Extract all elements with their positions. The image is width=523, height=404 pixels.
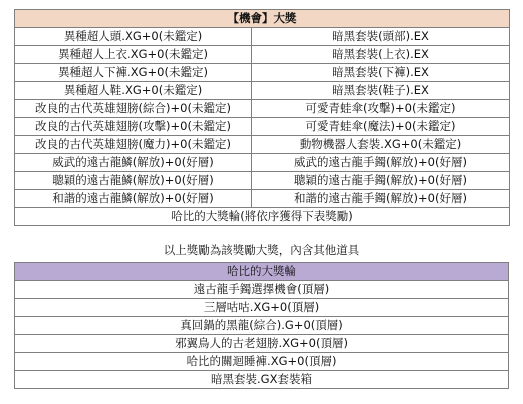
wheel-prize-cell: 暗黑套裝.GX套裝箱: [15, 371, 509, 389]
prize-cell: 聰穎的遠古龍手鐲(解放)+0(好層): [252, 172, 510, 190]
grand-prize-footer: 哈比的大獎輪(將依序獲得下表獎勵): [15, 208, 510, 226]
prize-cell: 威武的遠古龍手鐲(解放)+0(好層): [252, 154, 510, 172]
table-row: [15, 118, 510, 136]
wheel-prize-cell: 哈比的關迴睡褲.XG+0(頂層): [15, 353, 509, 371]
table-row: [15, 208, 510, 226]
table-row: [15, 335, 509, 353]
wheel-prize-cell: 遠古龍手鐲選擇機會(頂層): [15, 281, 509, 299]
prize-cell: 改良的古代英雄翅膀(綜合)+0(未鑑定): [15, 100, 252, 118]
grand-prize-header-row: [15, 10, 510, 28]
prize-cell: 可愛青蛙傘(攻擊)+0(未鑑定): [252, 100, 510, 118]
prize-cell: 暗黑套裝(鞋子).EX: [252, 82, 510, 100]
wheel-prize-cell: 邪翼鳥人的古老翅膀.XG+0(頂層): [15, 335, 509, 353]
wheel-prize-cell: 真回鍋的黑龍(綜合).G+0(頂層): [15, 317, 509, 335]
prize-cell: 威武的遠古龍鱗(解放)+0(好層): [15, 154, 252, 172]
prize-cell: 暗黑套裝(下褲).EX: [252, 64, 510, 82]
table-row: [15, 299, 509, 317]
prize-cell: 改良的古代英雄翅膀(魔力)+0(未鑑定): [15, 136, 252, 154]
prize-cell: 和諧的遠古龍鱗(解放)+0(好層): [15, 190, 252, 208]
prize-cell: 異種超人頭.XG+0(未鑑定): [15, 28, 252, 46]
harby-wheel-header-row: [15, 263, 509, 281]
table-row: [15, 317, 509, 335]
table-row: [15, 154, 510, 172]
prize-cell: 聰穎的遠古龍鱗(解放)+0(好層): [15, 172, 252, 190]
table-row: [15, 64, 510, 82]
grand-prize-table: [14, 9, 510, 226]
prize-cell: 暗黑套裝(上衣).EX: [252, 46, 510, 64]
table-row: [15, 371, 509, 389]
table-row: [15, 172, 510, 190]
prize-cell: 改良的古代英雄翅膀(攻擊)+0(未鑑定): [15, 118, 252, 136]
table-row: [15, 136, 510, 154]
prize-cell: 異種超人上衣.XG+0(未鑑定): [15, 46, 252, 64]
table-row: [15, 82, 510, 100]
prize-cell: 異種超人鞋.XG+0(未鑑定): [15, 82, 252, 100]
harby-wheel-title: 哈比的大獎輪: [15, 263, 509, 281]
table-row: [15, 28, 510, 46]
table-row: [15, 353, 509, 371]
prize-cell: 和諧的遠古龍手鐲(解放)+0(好層): [252, 190, 510, 208]
table-row: [15, 100, 510, 118]
grand-prize-title: 【機會】大獎: [15, 10, 510, 28]
table-row: [15, 46, 510, 64]
table-row: [15, 190, 510, 208]
wheel-prize-cell: 三層咕咕.XG+0(頂層): [15, 299, 509, 317]
prize-cell: 異種超人下褲.XG+0(未鑑定): [15, 64, 252, 82]
prize-cell: 暗黑套裝(頭部).EX: [252, 28, 510, 46]
table-row: [15, 281, 509, 299]
grand-prize-note: 以上獎勵為該獎勵大獎，內含其他道具: [163, 243, 360, 257]
harby-wheel-table: [14, 262, 509, 389]
prize-cell: 動物機器人套裝.XG+0(未鑑定): [252, 136, 510, 154]
prize-cell: 可愛青蛙傘(魔法)+0(未鑑定): [252, 118, 510, 136]
